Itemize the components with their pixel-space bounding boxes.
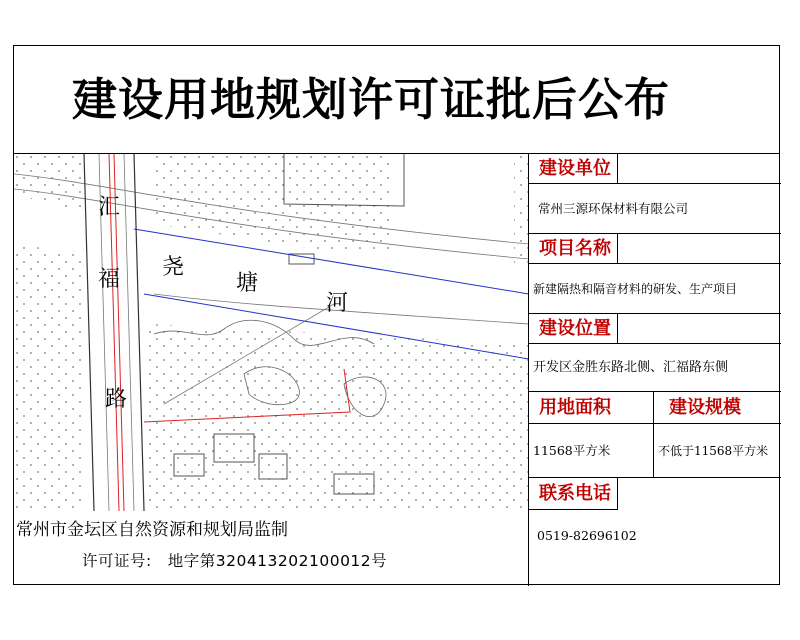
phone-value: 0519-82696102	[537, 528, 637, 543]
supervision-text: 常州市金坛区自然资源和规划局监制	[16, 520, 288, 540]
location-value-row	[529, 344, 781, 392]
river-label-char: 河	[326, 291, 349, 316]
info-panel	[529, 154, 781, 586]
river-label-char: 塘	[236, 271, 259, 296]
unit-value-row	[529, 184, 781, 234]
road-label-char: 福	[98, 267, 121, 292]
location-value: 开发区金胜东路北侧、汇福路东侧	[533, 360, 729, 375]
river-label-char: 尧	[162, 255, 185, 280]
project-heading-row	[529, 234, 781, 264]
notice-frame	[13, 45, 780, 585]
permit-number: 地字第320413202100012号	[167, 552, 388, 570]
area-value: 11568平方米	[533, 443, 611, 458]
road-label-char: 汇	[98, 195, 121, 220]
scale-value: 不低于11568平方米	[658, 444, 769, 458]
phone-heading: 联系电话	[529, 478, 618, 510]
road-label-char: 路	[105, 387, 128, 412]
phone-heading-row	[529, 478, 781, 510]
area-scale-heading-row	[529, 392, 781, 424]
unit-value: 常州三源环保材料有限公司	[538, 201, 689, 216]
page-title: 建设用地规划许可证批后公布	[14, 46, 779, 154]
permit-label: 许可证号:	[82, 552, 152, 570]
map-drawing	[14, 154, 529, 511]
location-heading: 建设位置	[529, 314, 618, 343]
site-map	[14, 154, 529, 511]
project-value-row	[529, 264, 781, 314]
unit-heading-row	[529, 154, 781, 184]
area-scale-value-row	[529, 424, 781, 478]
permit-line	[82, 549, 387, 571]
area-heading: 用地面积	[539, 397, 611, 418]
scale-heading: 建设规模	[669, 397, 741, 418]
project-heading: 项目名称	[529, 234, 618, 263]
location-heading-row	[529, 314, 781, 344]
unit-heading: 建设单位	[529, 154, 618, 183]
project-value: 新建隔热和隔音材料的研发、生产项目	[533, 282, 738, 296]
footer	[14, 511, 529, 586]
